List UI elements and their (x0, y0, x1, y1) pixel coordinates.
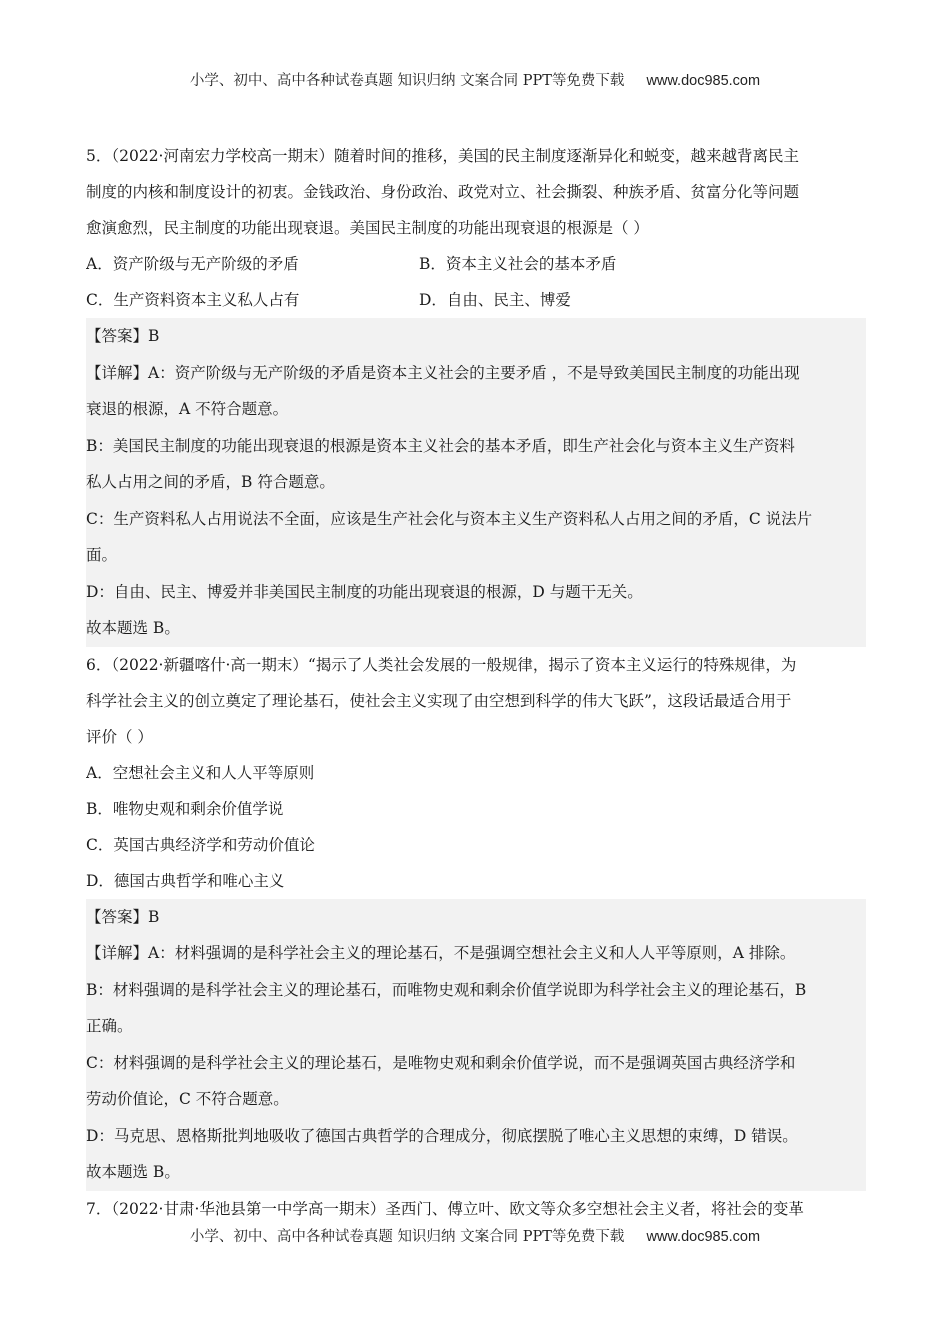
q6-analysis-line: C：材料强调的是科学社会主义的理论基石，是唯物史观和剩余价值学说，而不是强调英国古典经济学和 (86, 1053, 796, 1072)
q5-stem-line: 愈演愈烈，民主制度的功能出现衰退。美国民主制度的功能出现衰退的根源是（ ） (86, 219, 649, 237)
q6-answer: 【答案】B (86, 907, 160, 926)
q6-analysis-line: 正确。 (86, 1017, 133, 1035)
q5-option-b: B．资本主义社会的基本矛盾 (419, 255, 617, 273)
page-footer (0, 1225, 950, 1246)
footer-text: 小学、初中、高中各种试卷真题 知识归纳 文案合同 PPT等免费下载 (189, 1229, 625, 1245)
q6-stem-line: 评价（ ） (86, 727, 153, 746)
header-site-link[interactable]: www.doc985.com (646, 73, 761, 89)
q5-analysis-line: 故本题选 B。 (86, 619, 180, 637)
q5-analysis-line: B：美国民主制度的功能出现衰退的根源是资本主义社会的基本矛盾，即生产社会化与资本主义生产资料 (86, 436, 795, 455)
footer-site-link[interactable]: www.doc985.com (646, 1229, 761, 1245)
q6-option-c: C．英国古典经济学和劳动价值论 (86, 835, 315, 854)
q5-stem-line: 5．（2022·河南宏力学校高一期末）随着时间的推移，美国的民主制度逐渐异化和蜕变，越来越背离民主 (86, 147, 799, 165)
q6-analysis-line: 劳动价值论，C 不符合题意。 (86, 1090, 289, 1108)
q5-analysis-line: 面。 (86, 546, 118, 564)
q5-analysis-line: C：生产资料私人占用说法不全面，应该是生产社会化与资本主义生产资料私人占用之间的矛盾，C 说法片 (86, 509, 813, 528)
q6-analysis-line: D：马克思、恩格斯批判地吸收了德国古典哲学的合理成分，彻底摆脱了唯心主义思想的束缚，D 错误。 (86, 1126, 798, 1145)
question-7 (86, 1191, 866, 1227)
page-header (0, 69, 950, 90)
q5-options-row-1 (86, 246, 866, 282)
q5-stem-line: 制度的内核和制度设计的初衷。金钱政治、身份政治、政党对立、社会撕裂、种族矛盾、贫富分化等问题 (86, 183, 800, 201)
q7-stem-line: 7．（2022·甘肃·华池县第一中学高一期末）圣西门、傅立叶、欧文等众多空想社会主义者，将社会的变革 (86, 1199, 804, 1218)
q5-answer-block (86, 318, 866, 647)
q6-analysis-line: 故本题选 B。 (86, 1163, 180, 1181)
q6-option-d: D．德国古典哲学和唯心主义 (86, 871, 285, 890)
question-6 (86, 647, 866, 1191)
q6-answer-block (86, 899, 866, 1191)
q5-option-d: D．自由、民主、博爱 (419, 291, 571, 309)
q5-option-c: C．生产资料资本主义私人占有 (86, 291, 300, 309)
q5-options-row-2 (86, 282, 866, 318)
q6-option-b: B．唯物史观和剩余价值学说 (86, 799, 284, 818)
q5-analysis-line: 衰退的根源，A 不符合题意。 (86, 400, 289, 418)
question-5 (86, 138, 866, 647)
q5-analysis-line: D：自由、民主、博爱并非美国民主制度的功能出现衰退的根源，D 与题干无关。 (86, 582, 643, 601)
header-text: 小学、初中、高中各种试卷真题 知识归纳 文案合同 PPT等免费下载 (189, 73, 625, 89)
q5-option-a: A．资产阶级与无产阶级的矛盾 (86, 255, 299, 273)
q5-answer: 【答案】B (86, 327, 160, 345)
document-body (86, 138, 866, 1227)
q6-analysis-line: B：材料强调的是科学社会主义的理论基石，而唯物史观和剩余价值学说即为科学社会主义的理论基石，B (86, 980, 807, 999)
q5-analysis-line: 私人占用之间的矛盾，B 符合题意。 (86, 473, 335, 491)
q6-option-a: A．空想社会主义和人人平等原则 (86, 763, 315, 782)
q6-analysis-line: 【详解】A：材料强调的是科学社会主义的理论基石，不是强调空想社会主义和人人平等原则，A 排除。 (86, 944, 796, 962)
q6-stem-line: 6．（2022·新疆喀什·高一期末）“揭示了人类社会发展的一般规律，揭示了资本主义运行的特殊规律，为 (86, 655, 797, 674)
q5-analysis-line: 【详解】A：资产阶级与无产阶级的矛盾是资本主义社会的主要矛盾 ，不是导致美国民主制度的功能出现 (86, 363, 800, 382)
q6-stem-line: 科学社会主义的创立奠定了理论基石，使社会主义实现了由空想到科学的伟大飞跃”，这段话最适合用于 (86, 691, 792, 710)
